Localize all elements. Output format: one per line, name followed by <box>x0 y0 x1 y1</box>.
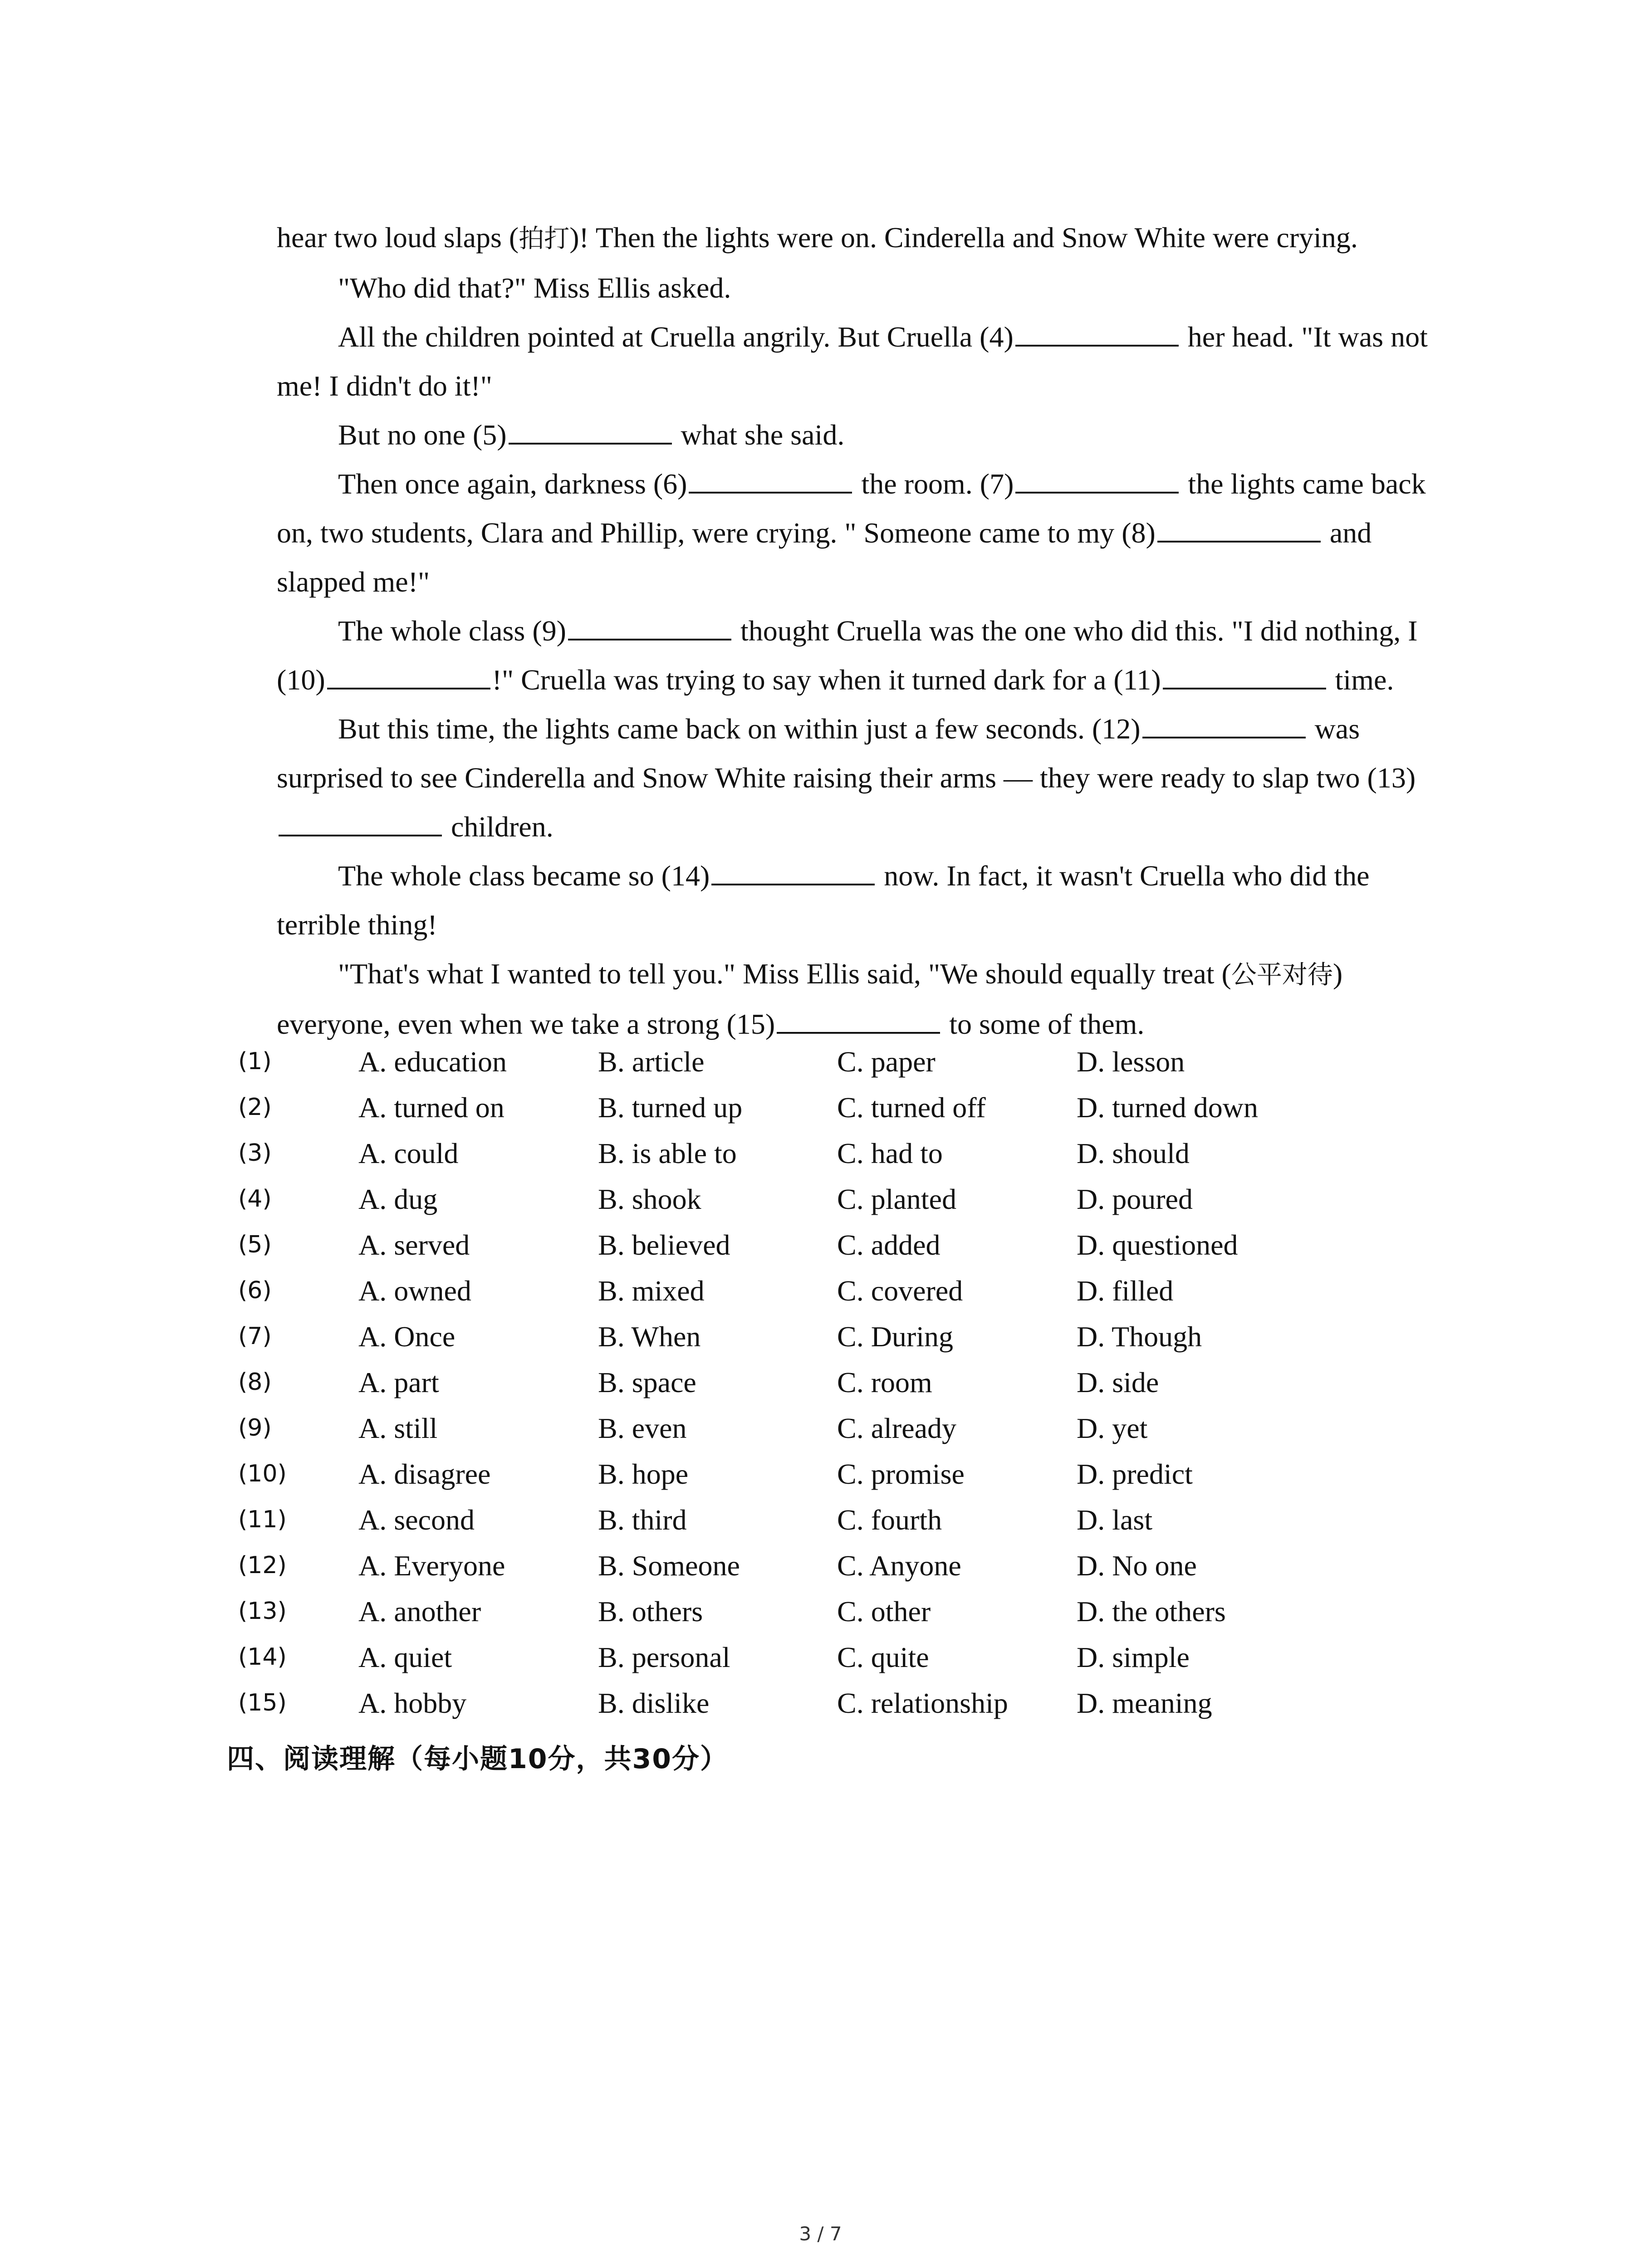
option-b: B. shook <box>598 1183 701 1215</box>
passage-text: the lights came back on, two students, Clara and Phillip, were crying. " Someone came to my (8) <box>277 468 1426 549</box>
passage-text: to some of them. <box>942 1008 1145 1040</box>
question-number: (8) <box>238 1369 272 1396</box>
option-row <box>238 1130 1463 1176</box>
option-row <box>238 1222 1463 1268</box>
answer-blank-9 <box>568 612 731 640</box>
option-d: D. the others <box>1077 1595 1226 1628</box>
question-number: (11) <box>238 1506 287 1533</box>
option-a: A. owned <box>358 1275 471 1307</box>
option-a: A. second <box>358 1504 475 1536</box>
question-number: (14) <box>238 1643 287 1671</box>
passage-text: children. <box>444 811 554 843</box>
answer-blank-8 <box>1157 514 1321 543</box>
question-number: (6) <box>238 1277 272 1304</box>
option-a: A. another <box>358 1595 481 1628</box>
option-b: B. others <box>598 1595 703 1628</box>
option-c: C. other <box>837 1595 931 1628</box>
answer-blank-15 <box>777 1006 940 1034</box>
option-b: B. mixed <box>598 1275 705 1307</box>
passage-text: The whole class (9) <box>338 615 566 647</box>
option-a: A. served <box>358 1229 470 1261</box>
option-d: D. poured <box>1077 1183 1193 1215</box>
option-c: C. room <box>837 1366 932 1398</box>
answer-blank-10 <box>327 661 490 689</box>
option-d: D. yet <box>1077 1412 1148 1444</box>
option-row <box>238 1359 1463 1405</box>
option-b: B. dislike <box>598 1687 710 1719</box>
question-number: (3) <box>238 1139 272 1167</box>
section-heading-reading: 四、阅读理解（每小题10分，共30分） <box>227 1743 728 1775</box>
question-number: (7) <box>238 1323 272 1350</box>
passage-paragraph-7 <box>277 704 1452 851</box>
option-d: D. predict <box>1077 1458 1193 1490</box>
question-number: (5) <box>238 1231 272 1258</box>
passage-text: !" Cruella was trying to say when it turned dark for a (11) <box>492 664 1161 696</box>
passage-text: her head. "It was not me! I didn't do it!" <box>277 321 1428 402</box>
option-row <box>238 1680 1463 1726</box>
answer-blank-13 <box>279 808 442 836</box>
question-number: (4) <box>238 1185 272 1212</box>
option-d: D. side <box>1077 1366 1159 1398</box>
passage-text: now. In fact, it wasn't Cruella who did the terrible thing! <box>277 860 1370 941</box>
option-d: D. filled <box>1077 1275 1174 1307</box>
option-d: D. lesson <box>1077 1046 1185 1078</box>
passage-text: ) everyone, even when we take a strong (15) <box>277 958 1343 1040</box>
option-a: A. part <box>358 1366 439 1398</box>
option-row <box>238 1405 1463 1451</box>
question-number: (15) <box>238 1689 287 1716</box>
option-d: D. turned down <box>1077 1091 1258 1124</box>
passage-text: was surprised to see Cinderella and Snow White raising their arms — they were ready to slap two (13) <box>277 713 1416 794</box>
option-row <box>238 1543 1463 1589</box>
question-number: (12) <box>238 1552 287 1579</box>
option-b: B. Someone <box>598 1549 740 1582</box>
option-a: A. turned on <box>358 1091 505 1124</box>
passage-text: The whole class became so (14) <box>338 860 710 892</box>
option-d: D. meaning <box>1077 1687 1212 1719</box>
option-d: D. should <box>1077 1137 1190 1169</box>
passage-paragraph-8 <box>277 851 1452 949</box>
chinese-gloss: 公平对待 <box>1231 960 1333 990</box>
passage-text: hear two loud slaps ( <box>277 221 519 254</box>
passage-text: )! Then the lights were on. Cinderella and Snow White were crying. <box>569 221 1358 254</box>
page-number: 3 / 7 <box>799 2223 842 2245</box>
passage-text: "Who did that?" Miss Ellis asked. <box>338 272 731 304</box>
option-d: D. last <box>1077 1504 1153 1536</box>
option-c: C. fourth <box>837 1504 942 1536</box>
option-b: B. personal <box>598 1641 730 1673</box>
option-a: A. quiet <box>358 1641 452 1673</box>
option-c: C. covered <box>837 1275 963 1307</box>
option-c: C. paper <box>837 1046 936 1078</box>
option-b: B. is able to <box>598 1137 737 1169</box>
passage-paragraph-4 <box>277 411 1452 459</box>
passage-text: But this time, the lights came back on within just a few seconds. (12) <box>338 713 1141 745</box>
passage-text: what she said. <box>673 419 845 451</box>
passage-text: All the children pointed at Cruella angrily. But Cruella (4) <box>338 321 1014 353</box>
option-a: A. dug <box>358 1183 438 1215</box>
passage-text: Then once again, darkness (6) <box>338 468 687 500</box>
option-b: B. even <box>598 1412 687 1444</box>
option-row <box>238 1085 1463 1130</box>
option-d: D. Though <box>1077 1320 1202 1353</box>
question-number: (10) <box>238 1460 287 1487</box>
option-row <box>238 1268 1463 1314</box>
option-a: A. hobby <box>358 1687 467 1719</box>
option-c: C. already <box>837 1412 956 1444</box>
passage-text: and slapped me!" <box>277 517 1372 598</box>
passage-paragraph-1 <box>277 213 1452 264</box>
option-c: C. During <box>837 1320 953 1353</box>
option-b: B. third <box>598 1504 687 1536</box>
option-d: D. No one <box>1077 1549 1197 1582</box>
option-b: B. When <box>598 1320 701 1353</box>
option-c: C. planted <box>837 1183 957 1215</box>
option-b: B. space <box>598 1366 696 1398</box>
option-c: C. promise <box>837 1458 965 1490</box>
option-c: C. turned off <box>837 1091 986 1124</box>
answer-blank-14 <box>711 857 875 885</box>
cloze-passage <box>277 213 1452 1049</box>
option-c: C. Anyone <box>837 1549 961 1582</box>
passage-paragraph-9 <box>277 949 1452 1049</box>
question-number: (9) <box>238 1414 272 1442</box>
option-c: C. quite <box>837 1641 929 1673</box>
option-b: B. turned up <box>598 1091 743 1124</box>
question-number: (2) <box>238 1094 272 1121</box>
option-a: A. Everyone <box>358 1549 505 1582</box>
passage-paragraph-2 <box>277 264 1452 313</box>
answer-options-table <box>238 1039 1463 1726</box>
option-c: C. had to <box>837 1137 943 1169</box>
answer-blank-12 <box>1142 710 1306 738</box>
option-row <box>238 1314 1463 1359</box>
question-number: (1) <box>238 1048 272 1075</box>
option-a: A. education <box>358 1046 507 1078</box>
answer-blank-4 <box>1015 318 1179 347</box>
option-row <box>238 1176 1463 1222</box>
option-row <box>238 1451 1463 1497</box>
answer-blank-7 <box>1015 465 1179 494</box>
passage-text: time. <box>1327 664 1394 696</box>
option-row <box>238 1497 1463 1543</box>
answer-blank-5 <box>509 416 672 445</box>
passage-paragraph-6 <box>277 606 1452 704</box>
question-number: (13) <box>238 1598 287 1625</box>
chinese-gloss: 拍打 <box>519 224 570 254</box>
option-a: A. could <box>358 1137 459 1169</box>
passage-text: thought Cruella was the one who did this. "I did nothing, I (10) <box>277 615 1418 696</box>
option-row <box>238 1589 1463 1634</box>
passage-text: But no one (5) <box>338 419 507 451</box>
option-b: B. hope <box>598 1458 689 1490</box>
option-a: A. still <box>358 1412 438 1444</box>
option-d: D. questioned <box>1077 1229 1238 1261</box>
passage-text: the room. (7) <box>854 468 1014 500</box>
option-row <box>238 1039 1463 1085</box>
passage-paragraph-5 <box>277 459 1452 606</box>
answer-blank-6 <box>689 465 852 494</box>
option-b: B. believed <box>598 1229 730 1261</box>
option-b: B. article <box>598 1046 705 1078</box>
passage-paragraph-3 <box>277 313 1452 411</box>
option-d: D. simple <box>1077 1641 1190 1673</box>
option-a: A. disagree <box>358 1458 491 1490</box>
passage-text: "That's what I wanted to tell you." Miss Ellis said, "We should equally treat ( <box>338 958 1231 990</box>
answer-blank-11 <box>1163 661 1326 689</box>
option-row <box>238 1634 1463 1680</box>
option-c: C. relationship <box>837 1687 1008 1719</box>
option-c: C. added <box>837 1229 941 1261</box>
option-a: A. Once <box>358 1320 456 1353</box>
